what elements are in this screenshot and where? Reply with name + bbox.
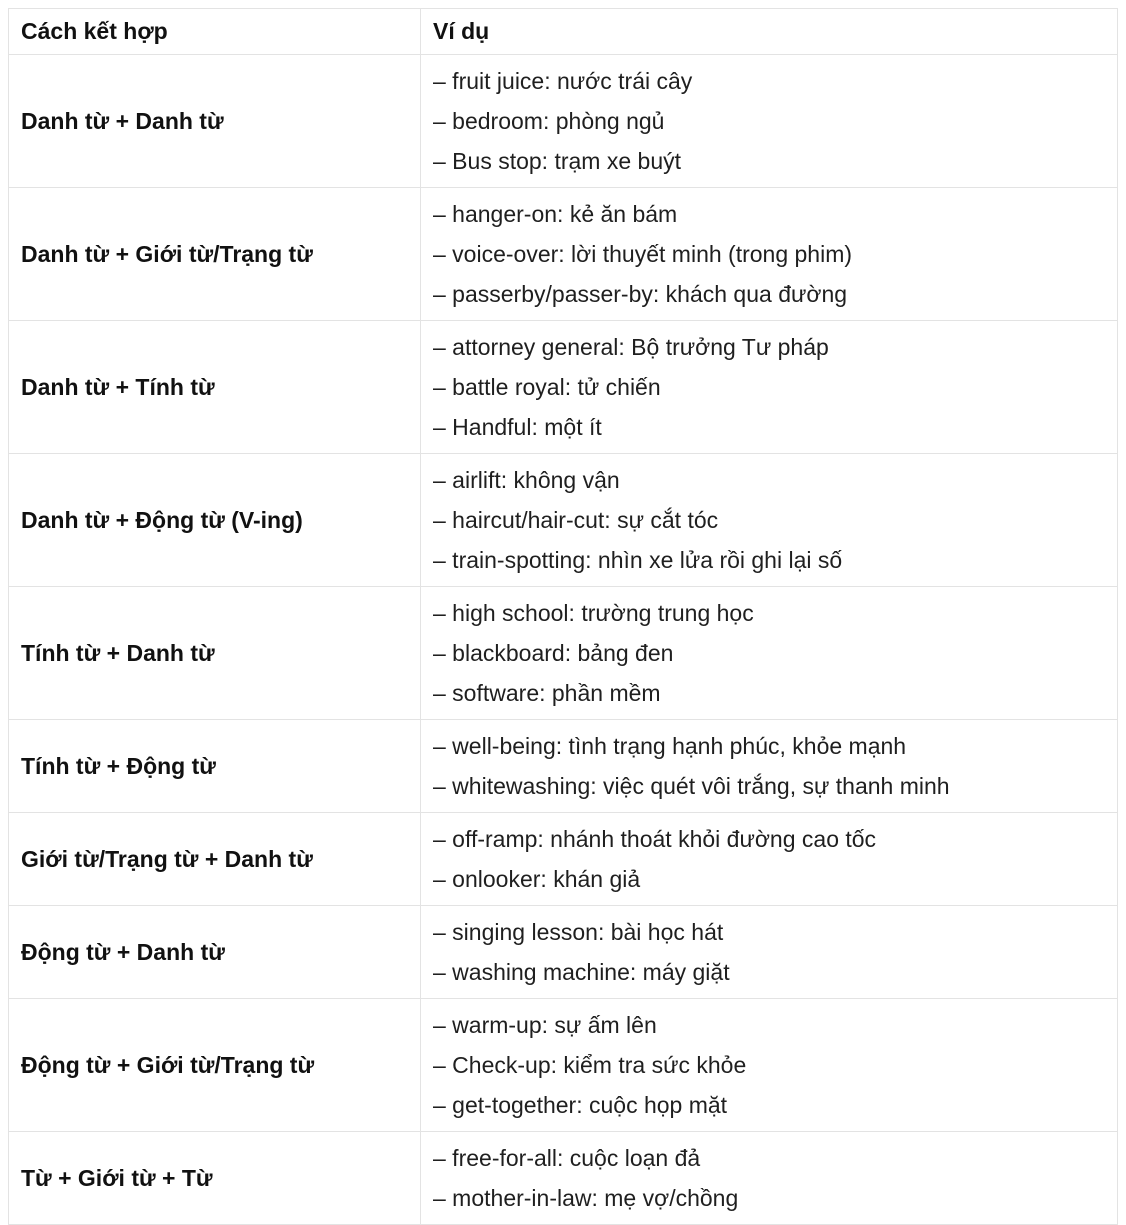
example-item: – attorney general: Bộ trưởng Tư pháp: [433, 334, 829, 360]
example-item: – voice-over: lời thuyết minh (trong phim): [433, 241, 853, 267]
header-combination: Cách kết hợp: [9, 9, 421, 55]
example-item: – bedroom: phòng ngủ: [433, 108, 665, 134]
examples-cell: [421, 587, 1118, 720]
example-item: – well-being: tình trạng hạnh phúc, khỏe mạnh: [433, 733, 907, 759]
table-row: [9, 321, 1118, 454]
table-row: [9, 454, 1118, 587]
examples-cell: [421, 188, 1118, 321]
combination-cell: Giới từ/Trạng từ + Danh từ: [9, 813, 421, 906]
example-item: – blackboard: bảng đen: [433, 640, 674, 666]
example-item: – hanger-on: kẻ ăn bám: [433, 201, 678, 227]
combination-cell: Từ + Giới từ + Từ: [9, 1132, 421, 1225]
table-row: [9, 999, 1118, 1132]
example-item: – Bus stop: trạm xe buýt: [433, 148, 682, 174]
example-item: – haircut/hair-cut: sự cắt tóc: [433, 507, 719, 533]
example-item: – off-ramp: nhánh thoát khỏi đường cao tốc: [433, 826, 877, 852]
table-row: [9, 1132, 1118, 1225]
examples-cell: [421, 321, 1118, 454]
example-item: – Check-up: kiểm tra sức khỏe: [433, 1052, 747, 1078]
combination-cell: Tính từ + Động từ: [9, 720, 421, 813]
example-item: – passerby/passer-by: khách qua đường: [433, 281, 848, 307]
combination-cell: Danh từ + Động từ (V-ing): [9, 454, 421, 587]
table-row: [9, 906, 1118, 999]
example-item: – battle royal: tử chiến: [433, 374, 661, 400]
combination-cell: Danh từ + Danh từ: [9, 55, 421, 188]
examples-cell: [421, 720, 1118, 813]
example-item: – whitewashing: việc quét vôi trắng, sự thanh minh: [433, 773, 950, 799]
example-item: – singing lesson: bài học hát: [433, 919, 724, 945]
example-item: – airlift: không vận: [433, 467, 620, 493]
combination-cell: Danh từ + Tính từ: [9, 321, 421, 454]
example-item: – free-for-all: cuộc loạn đả: [433, 1145, 701, 1171]
example-item: – fruit juice: nước trái cây: [433, 68, 693, 94]
example-item: – get-together: cuộc họp mặt: [433, 1092, 728, 1118]
table-header-row: [9, 9, 1118, 55]
example-item: – onlooker: khán giả: [433, 866, 641, 892]
example-item: – washing machine: máy giặt: [433, 959, 730, 985]
examples-cell: [421, 454, 1118, 587]
table-body: [9, 55, 1118, 1225]
table-row: [9, 587, 1118, 720]
combination-cell: Tính từ + Danh từ: [9, 587, 421, 720]
table-row: [9, 720, 1118, 813]
combination-cell: Danh từ + Giới từ/Trạng từ: [9, 188, 421, 321]
example-item: – Handful: một ít: [433, 414, 602, 440]
table-row: [9, 55, 1118, 188]
example-item: – mother-in-law: mẹ vợ/chồng: [433, 1185, 739, 1211]
example-item: – warm-up: sự ấm lên: [433, 1012, 657, 1038]
examples-cell: [421, 906, 1118, 999]
combination-cell: Động từ + Danh từ: [9, 906, 421, 999]
compound-word-table-container: [8, 8, 1117, 1225]
example-item: – software: phần mềm: [433, 680, 661, 706]
examples-cell: [421, 999, 1118, 1132]
table-row: [9, 188, 1118, 321]
combination-cell: Động từ + Giới từ/Trạng từ: [9, 999, 421, 1132]
example-item: – train-spotting: nhìn xe lửa rồi ghi lại số: [433, 547, 843, 573]
header-examples: Ví dụ: [421, 9, 1118, 55]
table-row: [9, 813, 1118, 906]
examples-cell: [421, 1132, 1118, 1225]
examples-cell: [421, 813, 1118, 906]
example-item: – high school: trường trung học: [433, 600, 754, 626]
compound-word-table: [8, 8, 1118, 1225]
examples-cell: [421, 55, 1118, 188]
